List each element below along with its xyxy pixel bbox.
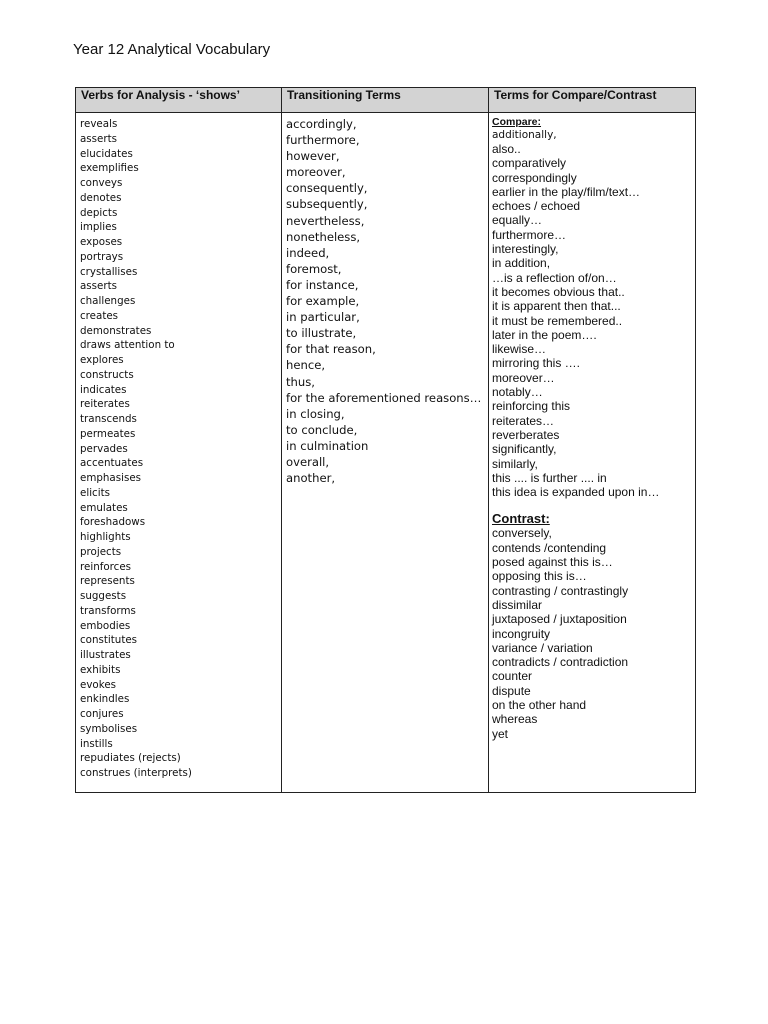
header-compare-contrast: Terms for Compare/Contrast (489, 88, 696, 113)
transition-item: furthermore, (286, 133, 360, 148)
verb-item: portrays (80, 250, 124, 263)
verb-item: transcends (80, 413, 137, 425)
transition-item: however, (286, 149, 340, 164)
verb-item: implies (80, 221, 117, 234)
compare-item: echoes / echoed (492, 199, 581, 214)
transition-item: moreover, (286, 165, 346, 180)
compare-item: furthermore… (492, 227, 567, 242)
verb-item: highlights (80, 531, 131, 543)
contrast-item: contradicts / contradiction (492, 655, 629, 670)
contrast-item: contrasting / contrastingly (492, 583, 629, 598)
verb-item: illustrates (80, 649, 131, 661)
transition-item: thus, (286, 374, 315, 389)
verb-item: asserts (80, 132, 118, 145)
verb-item: reiterates (80, 398, 130, 411)
verb-item: represents (80, 575, 135, 588)
verb-item: depicts (80, 206, 118, 219)
compare-item: significantly, (492, 442, 557, 457)
contrast-item: counter (492, 669, 533, 684)
verb-item: elucidates (80, 147, 133, 160)
transition-item: in particular, (286, 310, 360, 325)
compare-item: correspondingly (492, 170, 577, 185)
compare-item: this idea is expanded upon in… (492, 485, 660, 500)
verb-item: repudiates (rejects) (80, 752, 181, 765)
compare-item: likewise… (492, 342, 547, 357)
contrast-list (492, 526, 692, 740)
verb-item: embodies (80, 619, 131, 632)
transitions-cell (282, 113, 489, 793)
transition-item: in closing, (286, 406, 345, 421)
transition-item: indeed, (286, 245, 330, 260)
verb-item: foreshadows (80, 516, 146, 529)
header-verbs: Verbs for Analysis - ‘shows’ (76, 88, 282, 113)
verb-item: asserts (80, 280, 118, 293)
verb-item: constitutes (80, 634, 138, 647)
compare-list (492, 142, 692, 499)
transitions-list (286, 116, 484, 486)
verb-item: indicates (80, 383, 127, 396)
compare-item: …is a reflection of/on… (492, 270, 617, 285)
transition-item: in culmination (286, 438, 369, 453)
contrast-item: conversely, (492, 526, 552, 541)
contrast-item: variance / variation (492, 640, 593, 655)
compare-item: reverberates (492, 427, 560, 442)
compare-contrast-cell (489, 113, 696, 793)
verb-item: enkindles (80, 693, 130, 706)
transition-item: subsequently, (286, 197, 368, 212)
compare-item: notably… (492, 385, 543, 400)
contrast-item: incongruity (492, 626, 551, 641)
compare-item: reiterates… (492, 413, 555, 428)
contrast-item: whereas (492, 712, 538, 727)
compare-item: this .... is further .... in (492, 470, 607, 485)
verb-item: pervades (80, 442, 128, 455)
contrast-item: dissimilar (492, 597, 543, 612)
compare-item: equally… (492, 213, 543, 228)
verb-item: emphasises (80, 472, 142, 484)
verb-item: accentuates (80, 457, 144, 470)
verb-item: transforms (80, 604, 136, 617)
compare-item: mirroring this …. (492, 356, 581, 371)
compare-item: reinforcing this (492, 399, 571, 414)
contrast-item: juxtaposed / juxtaposition (492, 612, 627, 627)
table-header-row (76, 88, 696, 113)
transition-item: for the aforementioned reasons… (286, 390, 482, 405)
table-body-row (76, 113, 696, 793)
contrast-item: contends /contending (492, 540, 607, 555)
verb-item: demonstrates (80, 324, 152, 337)
transition-item: consequently, (286, 181, 368, 196)
contrast-item: dispute (492, 683, 531, 698)
compare-item: later in the poem…. (492, 327, 597, 342)
compare-first-item: additionally, (492, 129, 557, 141)
transition-item: to conclude, (286, 422, 358, 437)
transition-item: overall, (286, 454, 330, 469)
verb-item: crystallises (80, 265, 138, 278)
transition-item: nevertheless, (286, 213, 365, 228)
transition-item: to illustrate, (286, 326, 357, 341)
verbs-list (80, 117, 277, 781)
transition-item: for that reason, (286, 342, 376, 357)
compare-item: it must be remembered.. (492, 313, 623, 328)
verbs-cell (76, 113, 282, 793)
verb-item: denotes (80, 191, 122, 204)
compare-item: comparatively (492, 156, 567, 171)
verb-item: reveals (80, 118, 118, 130)
verb-item: conveys (80, 177, 123, 189)
compare-item: moreover… (492, 370, 555, 385)
page-title: Year 12 Analytical Vocabulary (73, 41, 271, 58)
verb-item: suggests (80, 590, 127, 602)
verb-item: conjures (80, 708, 124, 720)
contrast-heading: Contrast: (492, 511, 550, 527)
verb-item: construes (interprets) (80, 767, 192, 779)
verb-item: reinforces (80, 560, 132, 573)
verb-item: elicits (80, 486, 110, 499)
header-transitions: Transitioning Terms (282, 88, 489, 113)
verb-item: draws attention to (80, 339, 175, 352)
verb-item: instills (80, 737, 113, 750)
transition-item: for instance, (286, 277, 359, 292)
contrast-item: on the other hand (492, 697, 587, 712)
transition-item: nonetheless, (286, 229, 361, 244)
verb-item: emulates (80, 501, 128, 514)
verb-item: projects (80, 545, 122, 558)
contrast-item: yet (492, 726, 509, 741)
transition-item: hence, (286, 358, 326, 373)
verb-item: constructs (80, 368, 134, 381)
compare-item: also.. (492, 142, 521, 156)
verb-item: explores (80, 354, 124, 366)
transition-item: for example, (286, 294, 360, 309)
verb-item: permeates (80, 427, 136, 440)
verb-item: exemplifies (80, 162, 139, 175)
contrast-item: posed against this is… (492, 555, 613, 570)
compare-item: similarly, (492, 456, 538, 471)
contrast-item: opposing this is… (492, 569, 587, 584)
transition-item: accordingly, (286, 117, 357, 131)
verb-item: exhibits (80, 663, 121, 676)
compare-item: in addition, (492, 256, 551, 271)
compare-heading: Compare: (492, 116, 542, 128)
transition-item: foremost, (286, 261, 342, 276)
compare-item: it is apparent then that... (492, 299, 621, 314)
verb-item: creates (80, 309, 119, 322)
vocabulary-table (75, 87, 696, 793)
verb-item: exposes (80, 236, 123, 248)
compare-item: it becomes obvious that.. (492, 284, 625, 299)
verb-item: challenges (80, 295, 136, 307)
transition-item: another, (286, 471, 336, 486)
compare-item: interestingly, (492, 242, 559, 257)
verb-item: symbolises (80, 722, 138, 735)
compare-item: earlier in the play/film/text… (492, 184, 641, 199)
verb-item: evokes (80, 678, 117, 691)
